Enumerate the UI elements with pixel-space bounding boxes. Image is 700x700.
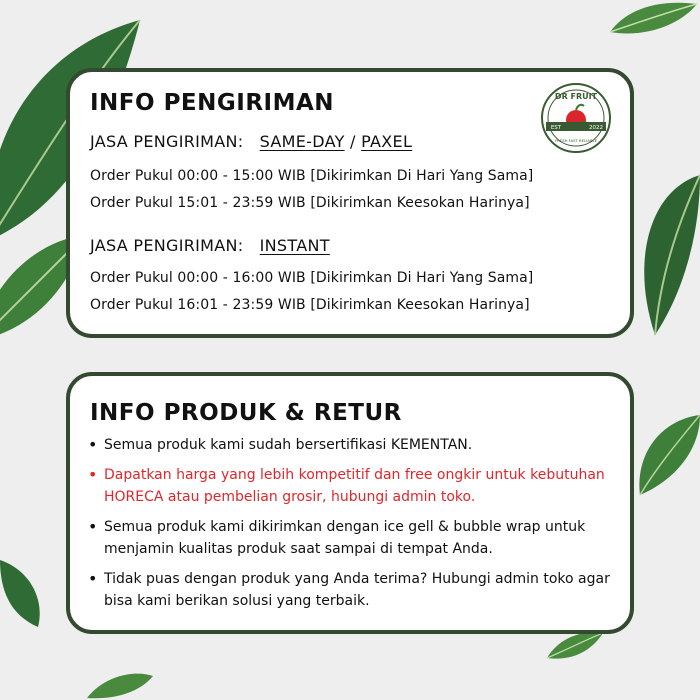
service-instant: INSTANT [259, 236, 330, 255]
product-title: INFO PRODUK & RETUR [90, 400, 402, 426]
bullet-item: • Semua produk kami dikirimkan dengan ice gell & bubble wrap untuk menjamin kualitas produk saat sampai di tempat Anda. [88, 516, 618, 560]
order-time-line: Order Pukul 16:01 - 23:59 WIB [Dikirimkan Keesokan Harinya] [90, 297, 530, 313]
service-separator: / [344, 132, 362, 151]
product-bullet-list [88, 434, 618, 620]
leaf-right-upper [630, 170, 700, 340]
bullet-item: • Tidak puas dengan produk yang Anda terima? Hubungi admin toko agar bisa kami berikan solusi yang terbaik. [88, 568, 618, 612]
order-time-line: Order Pukul 15:01 - 23:59 WIB [Dikirimkan Keesokan Harinya] [90, 195, 530, 211]
logo-year: 2022 [589, 125, 603, 131]
service-label: JASA PENGIRIMAN: [90, 132, 244, 151]
service-label: JASA PENGIRIMAN: [90, 236, 244, 255]
product-info-card [66, 372, 634, 634]
order-time-line: Order Pukul 00:00 - 15:00 WIB [Dikirimkan Di Hari Yang Sama] [90, 168, 534, 184]
shipping-service-line-2 [90, 236, 330, 255]
service-same-day: SAME-DAY [259, 132, 345, 151]
logo-tagline: FRESH FAST RELIABLE [554, 138, 598, 143]
shipping-info-card [66, 68, 634, 338]
logo-est: EST [550, 125, 562, 131]
logo-brand: DR FRUIT [554, 92, 598, 101]
shipping-service-line-1 [90, 132, 412, 151]
leaf-bottom-left [85, 670, 155, 700]
bullet-item-promo: • Dapatkan harga yang lebih kompetitif dan free ongkir untuk kebutuhan HORECA atau pembelian grosir, hubungi admin toko. [88, 464, 618, 508]
leaf-right-lower [630, 410, 700, 500]
leaf-top-right [605, 0, 700, 40]
shipping-title: INFO PENGIRIMAN [90, 90, 335, 116]
bullet-item: • Semua produk kami sudah bersertifikasi KEMENTAN. [88, 434, 618, 456]
leaf-left-lower [0, 555, 45, 630]
service-paxel: PAXEL [361, 132, 413, 151]
order-time-line: Order Pukul 00:00 - 16:00 WIB [Dikirimkan Di Hari Yang Sama] [90, 270, 534, 286]
dr-fruit-logo [540, 82, 612, 154]
